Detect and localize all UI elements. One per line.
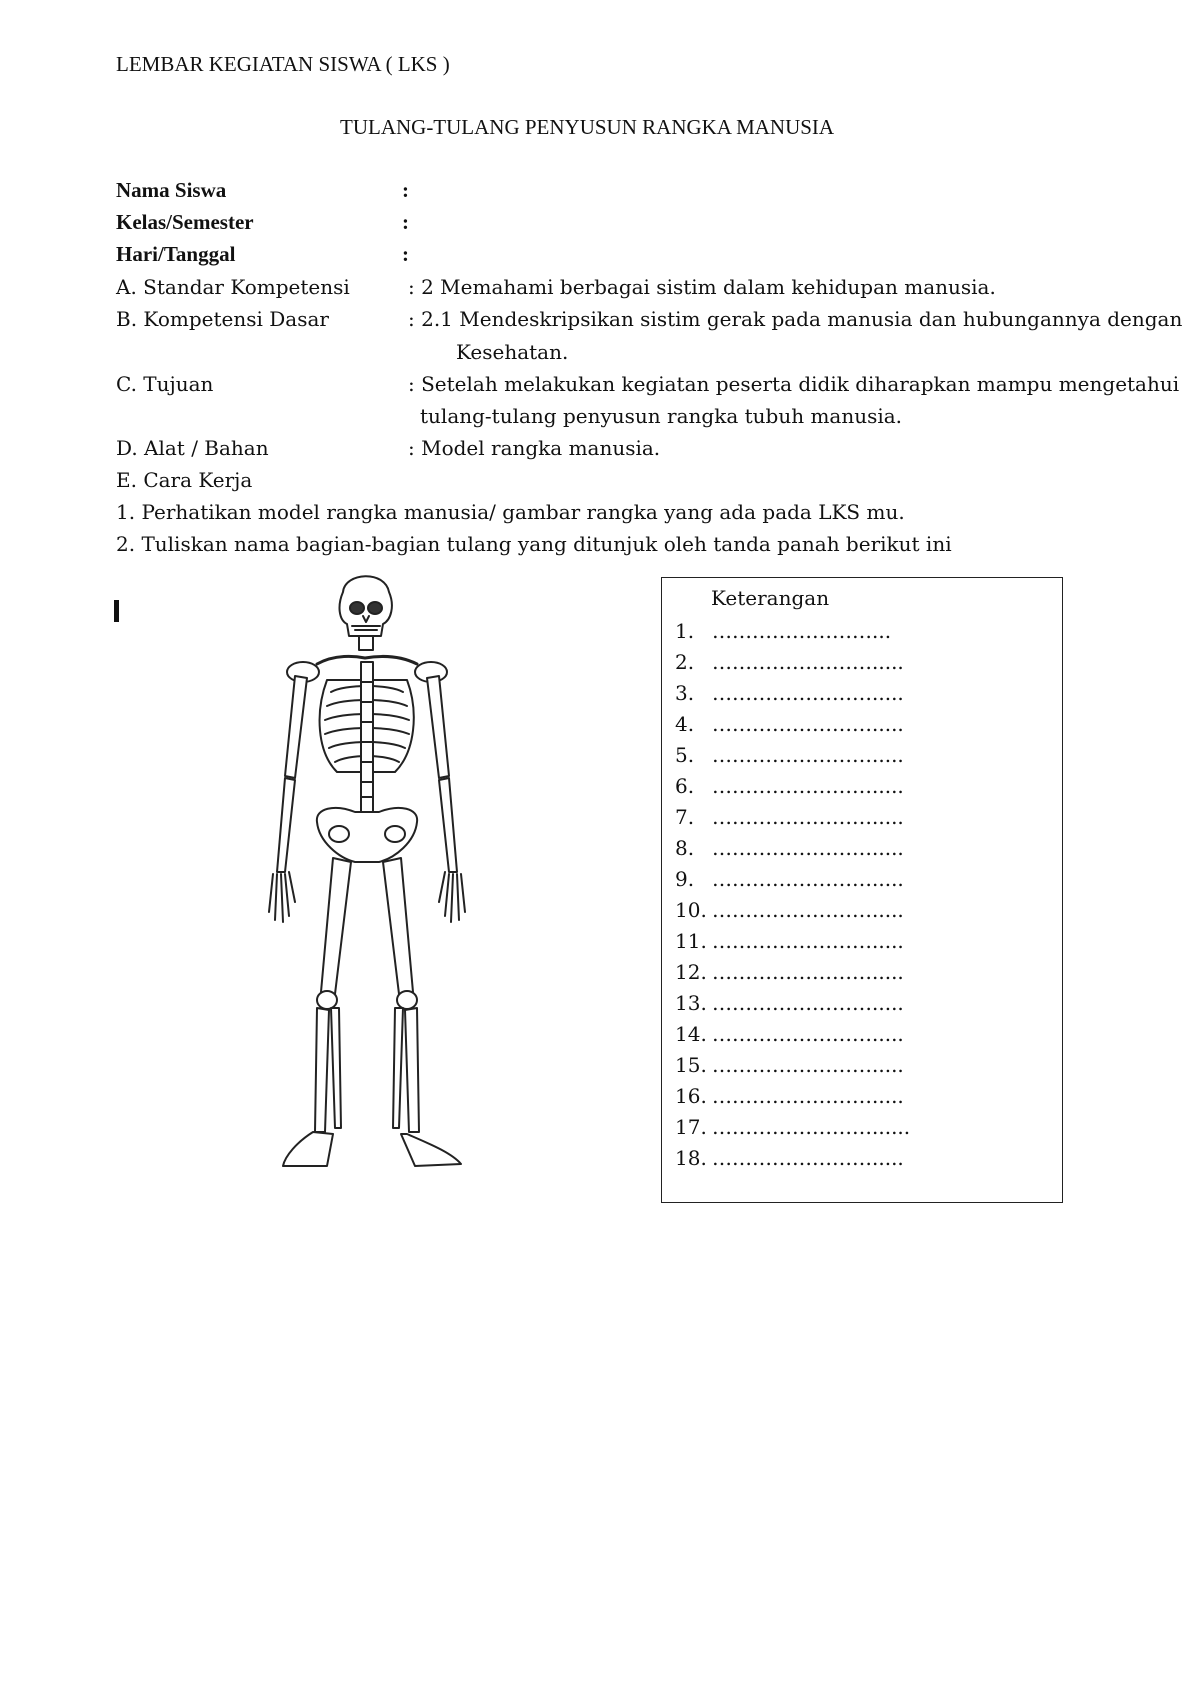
item-blank: ……………………..... <box>712 1146 904 1170</box>
item-blank: ……………………..... <box>712 1022 904 1046</box>
doc-type-heading: LEMBAR KEGIATAN SISWA ( LKS ) <box>116 52 450 76</box>
item-number: 16. <box>675 1084 707 1108</box>
item-blank: ……………………..... <box>712 743 904 767</box>
step-1: 1. Perhatikan model rangka manusia/ gambar rangka yang ada pada LKS mu. <box>116 500 905 524</box>
list-item[interactable] <box>675 1050 910 1081</box>
list-item[interactable] <box>675 647 910 678</box>
list-item[interactable] <box>675 1112 910 1143</box>
item-blank: ……………………..... <box>712 836 904 860</box>
section-a-value: : 2 Memahami berbagai sistim dalam kehidupan manusia. <box>408 275 996 299</box>
section-b-label: B. Kompetensi Dasar <box>116 307 329 331</box>
item-blank: ……………………..... <box>712 960 904 984</box>
list-item[interactable] <box>675 1081 910 1112</box>
step-2: 2. Tuliskan nama bagian-bagian tulang yang ditunjuk oleh tanda panah berikut ini <box>116 532 952 556</box>
field-colon-kelas: : <box>402 210 409 234</box>
field-colon-hari: : <box>402 242 409 266</box>
list-item[interactable] <box>675 616 910 647</box>
list-item[interactable] <box>675 678 910 709</box>
item-number: 13. <box>675 991 707 1015</box>
item-blank: ……………………..... <box>712 681 904 705</box>
item-number: 15. <box>675 1053 707 1077</box>
section-e-label: E. Cara Kerja <box>116 468 253 492</box>
item-number: 5. <box>675 743 695 767</box>
item-blank: ……………………... <box>712 619 892 643</box>
item-number: 14. <box>675 1022 707 1046</box>
item-number: 12. <box>675 960 707 984</box>
item-number: 10. <box>675 898 707 922</box>
section-c-value-cont: tulang-tulang penyusun rangka tubuh manusia. <box>420 404 903 428</box>
item-number: 17. <box>675 1115 707 1139</box>
item-blank: ……………………..... <box>712 805 904 829</box>
list-item[interactable] <box>675 802 910 833</box>
item-blank: ……………………..... <box>712 1084 904 1108</box>
keterangan-list <box>675 616 910 1174</box>
skeleton-icon <box>255 572 485 1172</box>
list-item[interactable] <box>675 895 910 926</box>
item-number: 9. <box>675 867 695 891</box>
item-blank: ……………………..... <box>712 650 904 674</box>
section-b-value: : 2.1 Mendeskripsikan sistim gerak pada manusia dan hubungannya dengan <box>408 307 1183 331</box>
item-number: 1. <box>675 619 695 643</box>
field-colon-nama: : <box>402 178 409 202</box>
list-item[interactable] <box>675 771 910 802</box>
list-item[interactable] <box>675 1143 910 1174</box>
item-blank: ……………………..... <box>712 1053 904 1077</box>
item-number: 11. <box>675 929 707 953</box>
item-blank: ……………………..... <box>712 774 904 798</box>
list-item[interactable] <box>675 864 910 895</box>
item-number: 18. <box>675 1146 707 1170</box>
text-cursor <box>114 600 119 622</box>
item-blank: ……………………..... <box>712 712 904 736</box>
page-title: TULANG-TULANG PENYUSUN RANGKA MANUSIA <box>340 115 835 139</box>
section-c-label: C. Tujuan <box>116 372 214 396</box>
list-item[interactable] <box>675 988 910 1019</box>
item-number: 8. <box>675 836 695 860</box>
item-number: 3. <box>675 681 695 705</box>
item-blank: ……………………..... <box>712 898 904 922</box>
item-number: 7. <box>675 805 695 829</box>
item-number: 2. <box>675 650 695 674</box>
section-a-label: A. Standar Kompetensi <box>116 275 350 299</box>
item-blank: ……………………..... <box>712 867 904 891</box>
field-label-hari: Hari/Tanggal <box>116 242 236 266</box>
field-label-kelas: Kelas/Semester <box>116 210 254 234</box>
list-item[interactable] <box>675 957 910 988</box>
item-blank: ……………………...... <box>712 1115 911 1139</box>
section-b-value-cont: Kesehatan. <box>456 340 569 364</box>
keterangan-title: Keterangan <box>711 586 830 610</box>
section-d-value: : Model rangka manusia. <box>408 436 661 460</box>
list-item[interactable] <box>675 1019 910 1050</box>
list-item[interactable] <box>675 709 910 740</box>
list-item[interactable] <box>675 926 910 957</box>
item-blank: ……………………..... <box>712 929 904 953</box>
section-d-label: D. Alat / Bahan <box>116 436 269 460</box>
field-label-nama: Nama Siswa <box>116 178 227 202</box>
keterangan-box <box>661 577 1063 1203</box>
list-item[interactable] <box>675 833 910 864</box>
item-number: 4. <box>675 712 695 736</box>
item-blank: ……………………..... <box>712 991 904 1015</box>
item-number: 6. <box>675 774 695 798</box>
list-item[interactable] <box>675 740 910 771</box>
section-c-value: : Setelah melakukan kegiatan peserta didik diharapkan mampu mengetahui <box>408 372 1180 396</box>
